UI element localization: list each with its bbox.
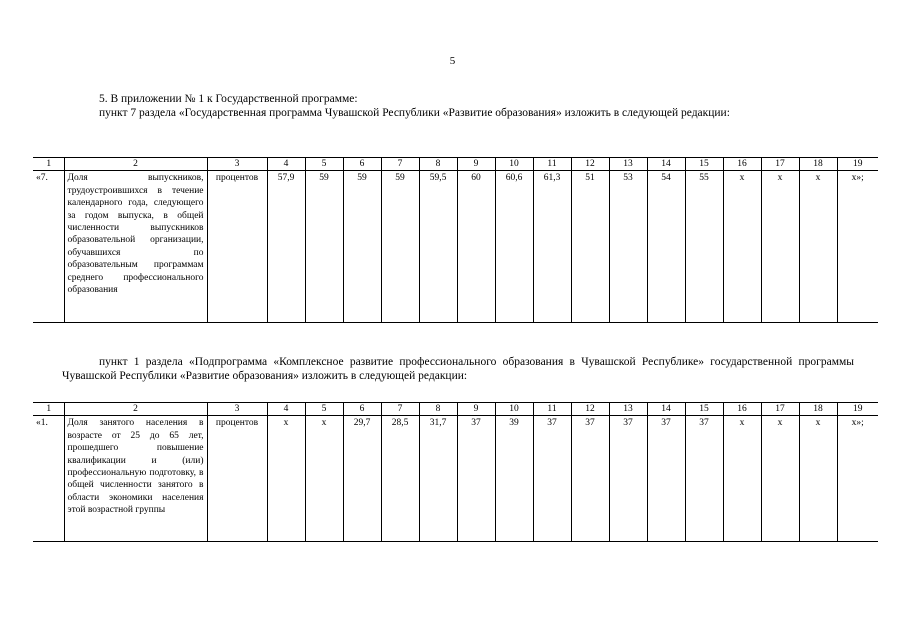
value-cell: 59 <box>305 171 343 323</box>
header-cell: 10 <box>495 158 533 171</box>
value-cell: 53 <box>609 171 647 323</box>
value-cell: х <box>761 416 799 542</box>
header-cell: 13 <box>609 158 647 171</box>
header-cell: 17 <box>761 158 799 171</box>
value-cell: 37 <box>571 416 609 542</box>
header-cell: 4 <box>267 403 305 416</box>
intro-paragraph: 5. В приложении № 1 к Государственной программе: <box>99 93 358 105</box>
value-cell: 37 <box>685 416 723 542</box>
value-cell: 28,5 <box>381 416 419 542</box>
table-row <box>33 416 878 542</box>
header-cell: 5 <box>305 403 343 416</box>
header-cell: 15 <box>685 403 723 416</box>
unit-cell: процентов <box>207 416 267 542</box>
header-cell: 6 <box>343 403 381 416</box>
value-cell: 29,7 <box>343 416 381 542</box>
header-cell: 15 <box>685 158 723 171</box>
value-cell: х <box>723 416 761 542</box>
value-cell: 59 <box>381 171 419 323</box>
table-row <box>33 171 878 323</box>
header-cell: 13 <box>609 403 647 416</box>
unit-cell: процентов <box>207 171 267 323</box>
value-cell: 60 <box>457 171 495 323</box>
value-cell: х <box>267 416 305 542</box>
value-cell: х <box>799 416 837 542</box>
header-cell: 19 <box>837 403 878 416</box>
header-cell: 19 <box>837 158 878 171</box>
header-cell: 7 <box>381 403 419 416</box>
value-cell: 61,3 <box>533 171 571 323</box>
value-cell: х <box>305 416 343 542</box>
header-cell: 12 <box>571 403 609 416</box>
header-cell: 6 <box>343 158 381 171</box>
value-cell: х <box>761 171 799 323</box>
value-cell: х <box>799 171 837 323</box>
header-cell: 16 <box>723 403 761 416</box>
header-cell: 18 <box>799 158 837 171</box>
header-cell: 17 <box>761 403 799 416</box>
header-cell: 9 <box>457 158 495 171</box>
value-cell: 37 <box>647 416 685 542</box>
item-number-cell: «1. <box>33 416 64 542</box>
header-cell: 3 <box>207 158 267 171</box>
value-cell: 39 <box>495 416 533 542</box>
table-header-row <box>33 158 878 171</box>
item-number-cell: «7. <box>33 171 64 323</box>
header-cell: 11 <box>533 158 571 171</box>
header-cell: 1 <box>33 158 64 171</box>
value-cell: 51 <box>571 171 609 323</box>
table-header-row <box>33 403 878 416</box>
page-number: 5 <box>449 55 456 67</box>
header-cell: 1 <box>33 403 64 416</box>
value-cell: х»; <box>837 171 878 323</box>
value-cell: 37 <box>533 416 571 542</box>
header-cell: 2 <box>64 403 207 416</box>
value-cell: 55 <box>685 171 723 323</box>
indicator-description-cell: Доля выпускников, трудоустроившихся в течение календарного года, следующего за годом выпуска, в общей численности выпускников образовательной организации, обучавшихся по образовательным программам среднего профессионального образования <box>64 171 207 323</box>
indicator-table-2 <box>33 402 878 542</box>
header-cell: 14 <box>647 403 685 416</box>
header-cell: 8 <box>419 158 457 171</box>
header-cell: 7 <box>381 158 419 171</box>
value-cell: 37 <box>457 416 495 542</box>
header-cell: 11 <box>533 403 571 416</box>
header-cell: 8 <box>419 403 457 416</box>
section2-paragraph: пункт 1 раздела «Подпрограмма «Комплексное развитие профессионального образования в Чувашской Республике» государственной программы Чувашской Республики «Развитие образования» изложить в следующей редакции: <box>62 356 854 382</box>
header-cell: 18 <box>799 403 837 416</box>
value-cell: 54 <box>647 171 685 323</box>
header-cell: 4 <box>267 158 305 171</box>
indicator-description-cell: Доля занятого населения в возрасте от 25 до 65 лет, прошедшего повышение квалификации и (или) профессиональную подготовку, в общей численности занятого в области экономики населения этой возрастной группы <box>64 416 207 542</box>
header-cell: 14 <box>647 158 685 171</box>
header-cell: 10 <box>495 403 533 416</box>
value-cell: х <box>723 171 761 323</box>
header-cell: 9 <box>457 403 495 416</box>
header-cell: 2 <box>64 158 207 171</box>
value-cell: 37 <box>609 416 647 542</box>
section1-paragraph: пункт 7 раздела «Государственная программа Чувашской Республики «Развитие образования» изложить в следующей редакции: <box>99 107 730 119</box>
value-cell: 60,6 <box>495 171 533 323</box>
value-cell: 31,7 <box>419 416 457 542</box>
value-cell: 59 <box>343 171 381 323</box>
value-cell: х»; <box>837 416 878 542</box>
indicator-table-1 <box>33 157 878 323</box>
header-cell: 3 <box>207 403 267 416</box>
value-cell: 57,9 <box>267 171 305 323</box>
value-cell: 59,5 <box>419 171 457 323</box>
header-cell: 16 <box>723 158 761 171</box>
header-cell: 12 <box>571 158 609 171</box>
header-cell: 5 <box>305 158 343 171</box>
